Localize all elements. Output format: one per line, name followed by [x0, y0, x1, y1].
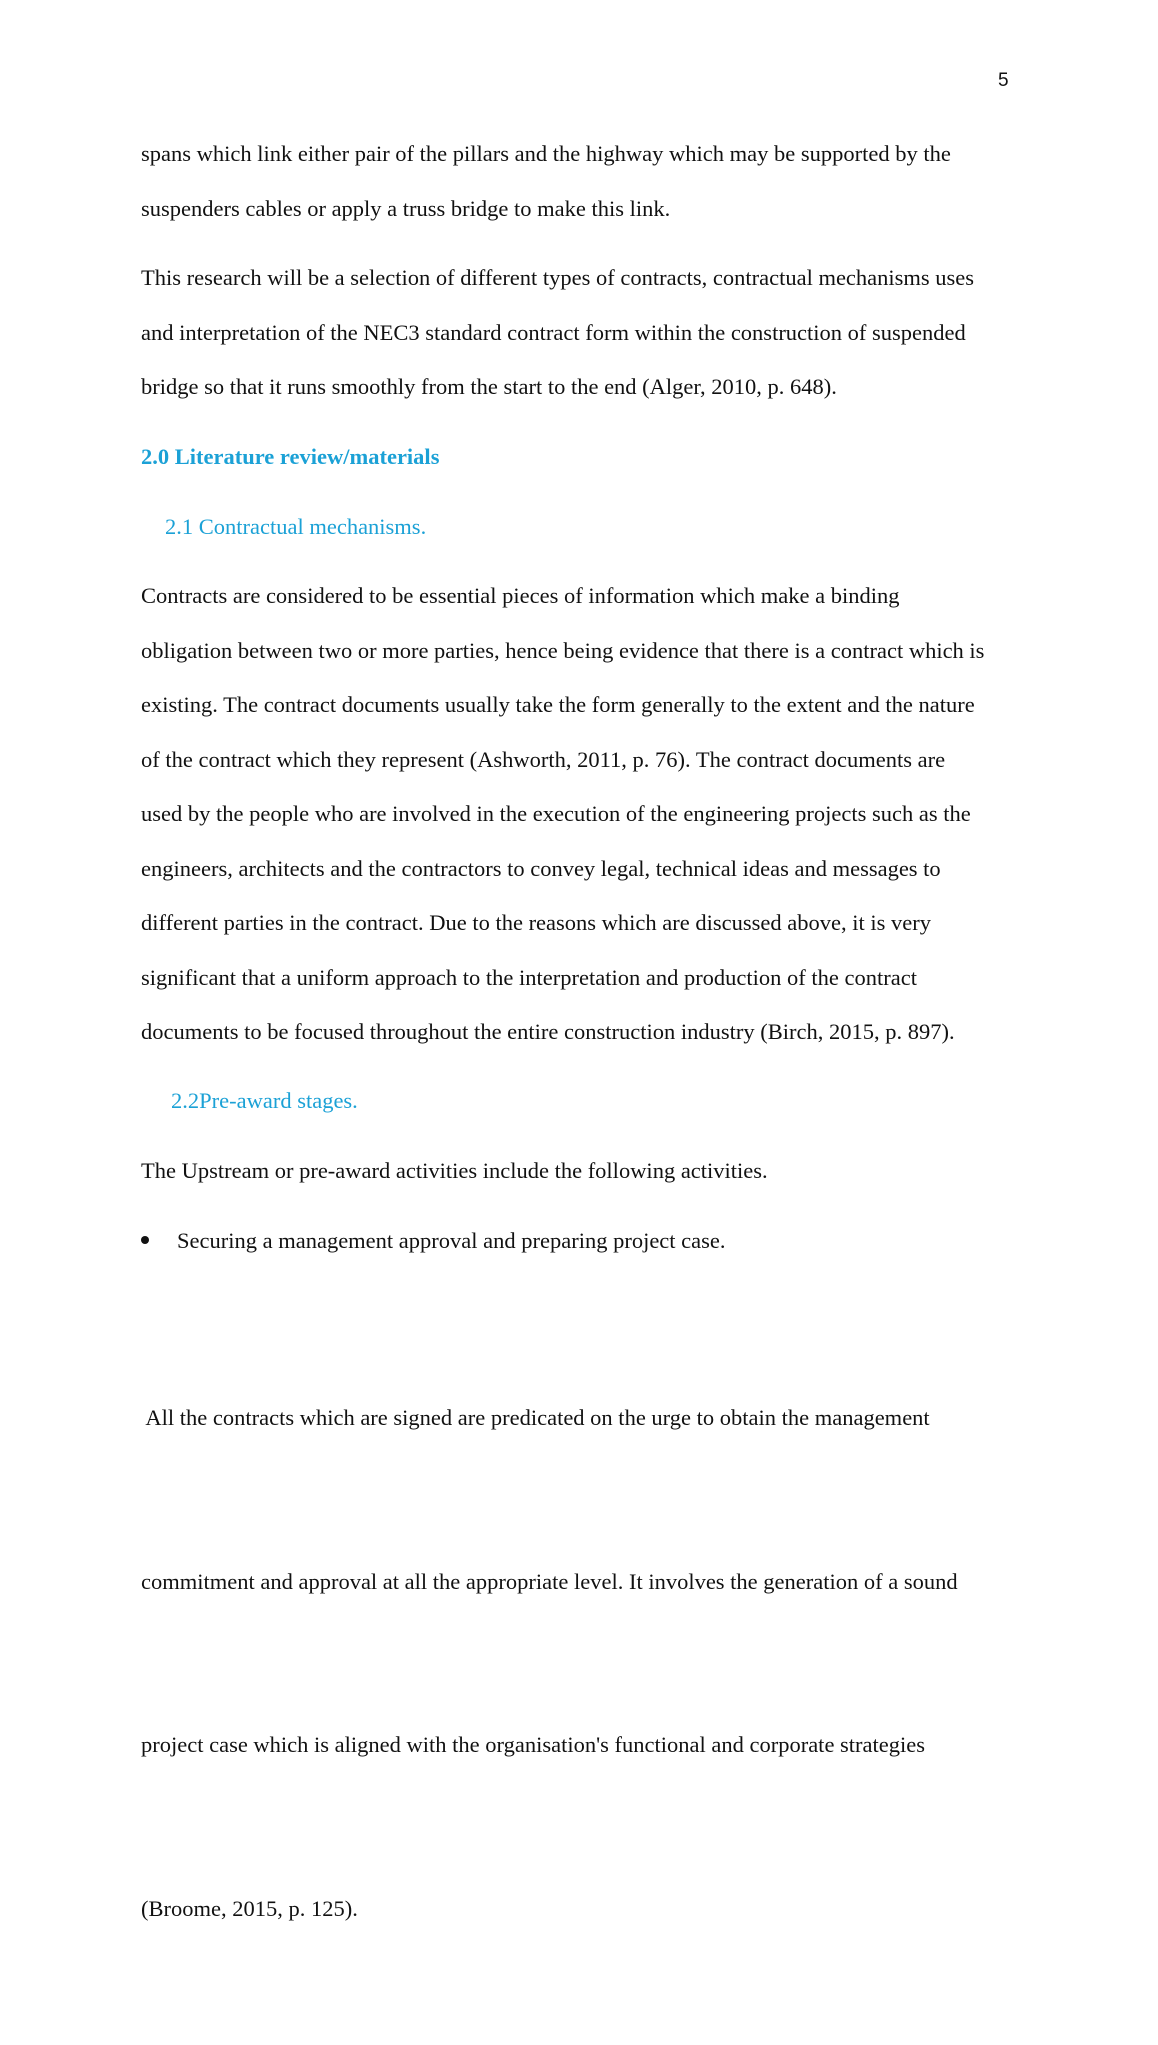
paragraph-line: All the contracts which are signed are predicated on the urge to obtain the management	[141, 1405, 930, 1430]
paragraph-management-approval	[141, 1282, 1041, 2045]
paragraph-line: of the contract which they represent (Ashworth, 2011, p. 76). The contract documents are	[141, 746, 946, 772]
paragraph-research	[141, 251, 1041, 415]
paragraph-line: existing. The contract documents usually take the form generally to the extent and the nature	[141, 692, 975, 717]
paragraph-line: engineers, architects and the contractors to convey legal, technical ideas and messages to	[141, 855, 941, 881]
paragraph-contractual-mechanisms	[141, 569, 1041, 1060]
paragraph-line: spans which link either pair of the pillars and the highway which may be supported by the	[141, 141, 951, 166]
paragraph-line: obligation between two or more parties, hence being evidence that there is a contract which is	[141, 637, 985, 663]
paragraph-line: commitment and approval at all the appropriate level. It involves the generation of a sound	[141, 1568, 958, 1594]
page-number: 5	[998, 70, 1009, 91]
heading-2-0: 2.0 Literature review/materials	[141, 444, 440, 469]
paragraph-line: bridge so that it runs smoothly from the start to the end (Alger, 2010, p. 648).	[141, 374, 837, 399]
paragraph-line: different parties in the contract. Due to the reasons which are discussed above, it is very	[141, 910, 931, 935]
paragraph-intro	[141, 127, 1041, 236]
paragraph-line: This research will be a selection of different types of contracts, contractual mechanisms uses	[141, 265, 975, 290]
paragraph-line: project case which is aligned with the organisation's functional and corporate strategies	[141, 1732, 926, 1757]
heading-2-2: 2.2Pre-award stages.	[171, 1088, 358, 1113]
heading-2-1: 2.1 Contractual mechanisms.	[165, 514, 427, 539]
bullet-icon	[141, 1236, 149, 1244]
paragraph-line: suspenders cables or apply a truss bridge to make this link.	[141, 195, 671, 221]
paragraph-line: documents to be focused throughout the entire construction industry (Birch, 2015, p. 897).	[141, 1019, 955, 1044]
paragraph-line: and interpretation of the NEC3 standard contract form within the construction of suspended	[141, 319, 966, 345]
paragraph-pre-award-intro: The Upstream or pre-award activities include the following activities.	[141, 1158, 768, 1183]
paragraph-line: used by the people who are involved in the execution of the engineering projects such as the	[141, 801, 971, 826]
paragraph-line: significant that a uniform approach to the interpretation and production of the contract	[141, 964, 917, 990]
paragraph-line: Contracts are considered to be essential pieces of information which make a binding	[141, 583, 900, 608]
list-item: Securing a management approval and preparing project case.	[177, 1228, 726, 1253]
paragraph-line: (Broome, 2015, p. 125).	[141, 1895, 358, 1921]
